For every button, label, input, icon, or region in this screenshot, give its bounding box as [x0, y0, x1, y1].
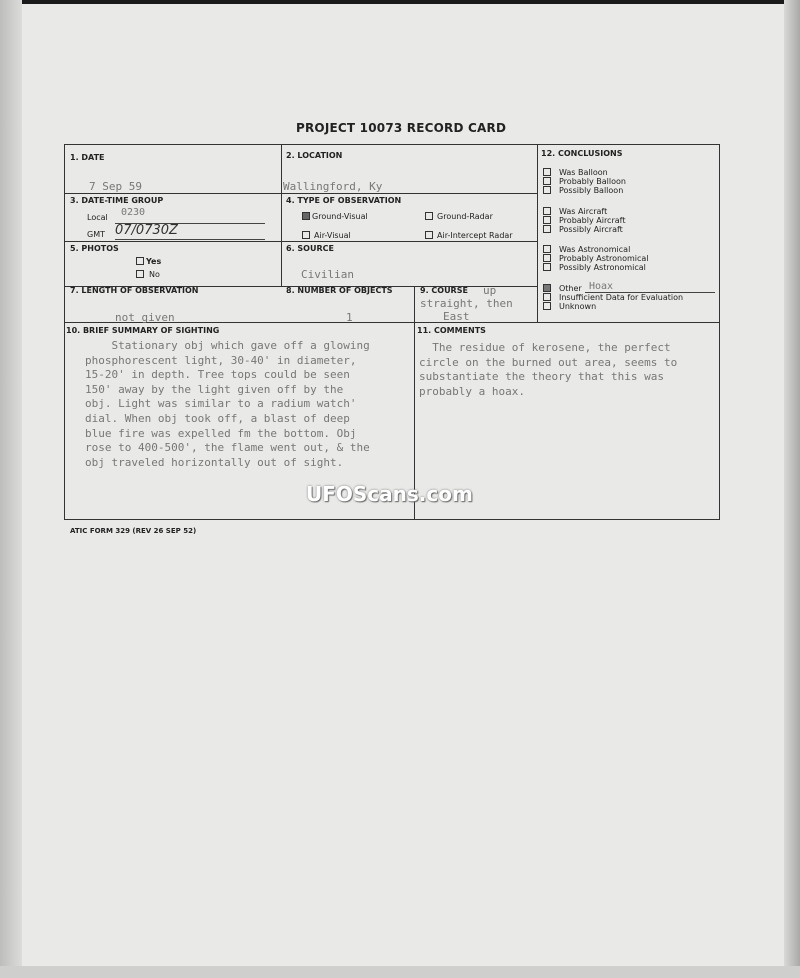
- checkbox-icon: [543, 207, 551, 215]
- checkbox-icon: [543, 225, 551, 233]
- conclusion-other: Other: [543, 284, 582, 293]
- scan-edge-bottom: [0, 966, 800, 978]
- conclusion-probably-balloon: Probably Balloon: [543, 177, 626, 186]
- conclusion-possibly-astronomical: Possibly Astronomical: [543, 263, 646, 272]
- local-label: Local: [87, 213, 108, 222]
- checkbox-icon: [543, 216, 551, 224]
- checkbox-icon: [136, 270, 144, 278]
- air-visual-option: Air-Visual: [302, 231, 351, 240]
- conclusion-was-astronomical: Was Astronomical: [543, 245, 630, 254]
- ground-visual-option: Ground-Visual: [302, 212, 368, 221]
- comments-text: The residue of kerosene, the perfect circle on the burned out area, seems to substantiate the theory that this was probably a hoax.: [419, 341, 678, 398]
- conclusions-label: 12. CONCLUSIONS: [541, 149, 623, 158]
- source-label: 6. SOURCE: [286, 244, 334, 253]
- conclusion-probably-astronomical: Probably Astronomical: [543, 254, 649, 263]
- gmt-value: 07/0730Z: [115, 223, 178, 238]
- observation-type-label: 4. TYPE OF OBSERVATION: [286, 196, 402, 205]
- conclusion-other-value: Hoax: [589, 281, 614, 292]
- card-title: PROJECT 10073 RECORD CARD: [296, 121, 507, 135]
- length-label: 7. LENGTH OF OBSERVATION: [70, 286, 199, 295]
- checkbox-icon: [543, 245, 551, 253]
- checkbox-icon: [136, 257, 144, 265]
- course-label: 9. COURSE: [420, 286, 468, 295]
- checkbox-icon: [543, 293, 551, 301]
- date-label: 1. DATE: [70, 153, 105, 162]
- gmt-label: GMT: [87, 230, 105, 239]
- checkbox-icon: [543, 168, 551, 176]
- course-value-3: East: [443, 310, 470, 323]
- checkbox-icon: [543, 302, 551, 310]
- ground-radar-option: Ground-Radar: [425, 212, 493, 221]
- location-value: Wallingford, Ky: [283, 180, 383, 193]
- conclusion-possibly-balloon: Possibly Balloon: [543, 186, 623, 195]
- length-value: not given: [115, 311, 175, 324]
- checkbox-icon: [425, 212, 433, 220]
- course-value-2: straight, then: [420, 297, 513, 310]
- photos-yes-option: Yes: [136, 257, 161, 266]
- source-value: Civilian: [301, 268, 354, 281]
- checkbox-icon: [302, 231, 310, 239]
- conclusion-was-balloon: Was Balloon: [543, 168, 608, 177]
- checked-box-icon: [302, 212, 310, 220]
- datetime-label: 3. DATE-TIME GROUP: [70, 196, 164, 205]
- conclusion-unknown: Unknown: [543, 302, 596, 311]
- record-card: [64, 144, 720, 520]
- comments-label: 11. COMMENTS: [417, 326, 486, 335]
- conclusion-possibly-aircraft: Possibly Aircraft: [543, 225, 623, 234]
- date-value: 7 Sep 59: [89, 180, 142, 193]
- conclusion-insufficient-data: Insufficient Data for Evaluation: [543, 293, 683, 302]
- checked-box-icon: [543, 284, 551, 292]
- checkbox-icon: [543, 186, 551, 194]
- conclusion-was-aircraft: Was Aircraft: [543, 207, 607, 216]
- summary-text: Stationary obj which gave off a glowing phosphorescent light, 30-40' in diameter, 15-20' in depth. Tree tops could be seen 150' away by the light given off by the obj. Light was similar to a radium watch' dial. When obj took off, a blast of deep blue fire was expelled fm the bottom. Obj rose to 400-500', the flame went out, & the obj traveled horizontally out of sight.: [85, 339, 370, 469]
- checkbox-icon: [543, 263, 551, 271]
- air-intercept-option: Air-Intercept Radar: [425, 231, 513, 240]
- course-value-1: up: [483, 284, 497, 297]
- form-number: ATIC FORM 329 (REV 26 SEP 52): [70, 527, 197, 535]
- scan-edge-left: [0, 0, 22, 978]
- scan-edge-right: [784, 0, 800, 978]
- summary-label: 10. BRIEF SUMMARY OF SIGHTING: [66, 326, 220, 335]
- local-value: 0230: [121, 207, 146, 218]
- objects-label: 8. NUMBER OF OBJECTS: [286, 286, 393, 295]
- location-label: 2. LOCATION: [286, 151, 343, 160]
- checkbox-icon: [543, 177, 551, 185]
- checkbox-icon: [425, 231, 433, 239]
- watermark: UFOScans.com: [306, 482, 473, 506]
- photos-label: 5. PHOTOS: [70, 244, 119, 253]
- photos-no-option: No: [136, 270, 160, 279]
- conclusion-probably-aircraft: Probably Aircraft: [543, 216, 625, 225]
- checkbox-icon: [543, 254, 551, 262]
- objects-value: 1: [346, 311, 353, 324]
